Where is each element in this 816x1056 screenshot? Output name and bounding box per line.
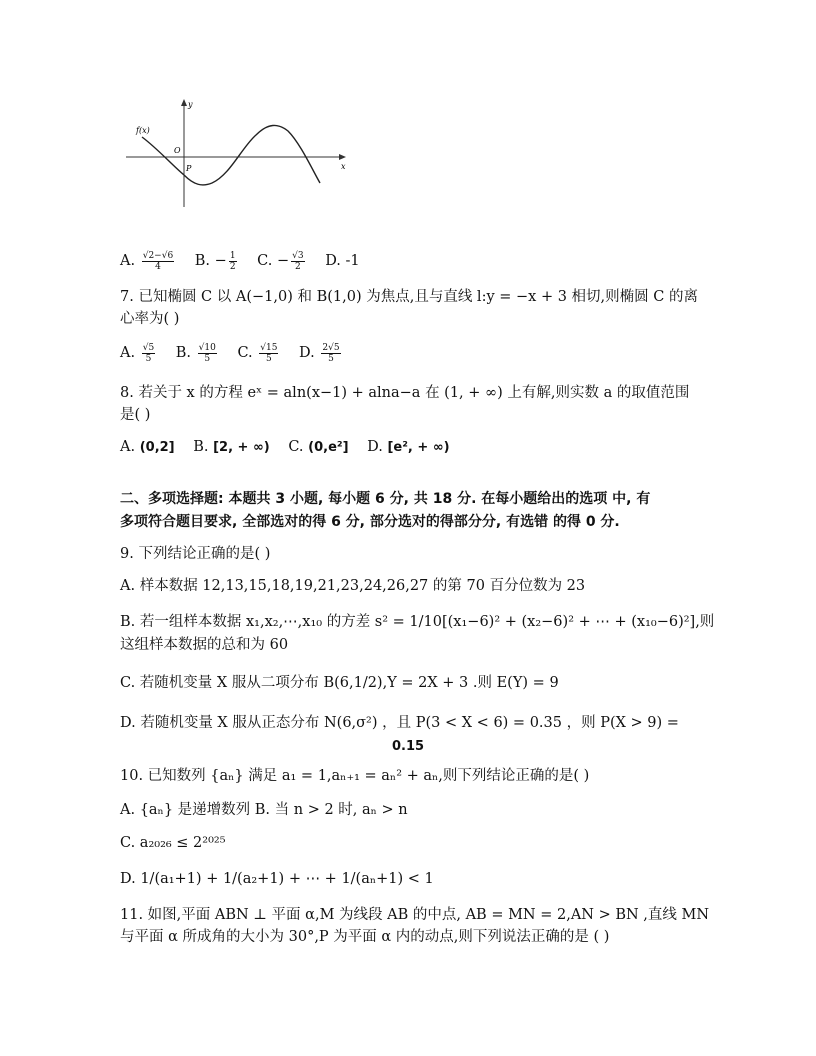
q6-option-d-value: -1 <box>345 253 360 269</box>
q9-option-b-line2: 这组样本数据的总和为 60 <box>120 637 289 653</box>
q9-option-b-line1[interactable]: B. 若一组样本数据 x₁,x₂,⋯,x₁₀ 的方差 s² = 1/10[(x₁−6)² + (x₂−6)² + ⋯ + (x₁₀−6)²],则 <box>120 614 715 630</box>
q6-option-b-frac: $\frac{1}{2}$ <box>229 250 236 272</box>
q8-option-d-letter: D. <box>367 439 383 455</box>
q6-option-d-letter: D. <box>325 253 341 269</box>
q9-option-a[interactable]: A. 样本数据 12,13,15,18,19,21,23,24,26,27 的第 70 百分位数为 23 <box>120 578 586 594</box>
q8-option-c[interactable] <box>288 436 348 459</box>
q8-options <box>120 436 700 459</box>
x-axis-arrow-icon <box>339 154 346 160</box>
q7-option-c-frac: $\frac{√15}{5}$ <box>260 342 278 364</box>
q11-stem-line1: 11. 如图,平面 ABN ⊥ 平面 α,M 为线段 AB 的中点, AB = MN = 2,AN > BN ,直线 MN <box>120 907 710 923</box>
q7-option-c-letter: C. <box>237 345 253 361</box>
q11-stem-line2: 与平面 α 所成角的大小为 30°,P 为平面 α 内的动点,则下列说法正确的是 ( ) <box>120 929 610 945</box>
q7-stem-line2: 心率为( ) <box>120 311 180 327</box>
q6-options <box>120 250 700 272</box>
q8-option-d[interactable] <box>367 436 449 459</box>
function-graph <box>120 95 360 215</box>
q10-options-ab[interactable]: A. {aₙ} 是递增数列 B. 当 n > 2 时, aₙ > n <box>120 802 408 818</box>
q10-option-d[interactable]: D. 1/(a₁+1) + 1/(a₂+1) + ⋯ + 1/(aₙ+1) < 1 <box>120 871 434 887</box>
q7-option-d[interactable] <box>299 342 343 364</box>
q6-option-a[interactable] <box>120 250 176 272</box>
q7-option-a[interactable] <box>120 342 157 364</box>
section2-heading-line2: 多项符合题目要求, 全部选对的得 6 分, 部分选对的得部分分, 有选错 的得 0 分. <box>120 514 620 530</box>
q7-option-b-frac: $\frac{√10}{5}$ <box>198 342 216 364</box>
q10-stem: 10. 已知数列 {aₙ} 满足 a₁ = 1,aₙ₊₁ = aₙ² + aₙ,则下列结论正确的是( ) <box>120 768 590 784</box>
q8-option-c-letter: C. <box>288 439 304 455</box>
q8-option-a[interactable] <box>120 436 175 459</box>
q7-option-d-letter: D. <box>299 345 315 361</box>
q8-option-b[interactable] <box>193 436 270 459</box>
q6-option-a-letter: A. <box>120 253 136 269</box>
q7-option-a-frac: $\frac{√5}{5}$ <box>142 342 155 364</box>
function-curve <box>142 125 320 185</box>
q9-option-d-line1[interactable]: D. 若随机变量 X 服从正态分布 N(6,σ²) ，且 P(3 < X < 6) = 0.35 ，则 P(X > 9) = <box>120 715 679 731</box>
q8-option-b-letter: B. <box>193 439 209 455</box>
q8-stem-line1: 8. 若关于 x 的方程 eˣ = aln(x−1) + alna−a 在 (1, + ∞) 上有解,则实数 a 的取值范围 <box>120 385 690 401</box>
q9-stem: 9. 下列结论正确的是( ) <box>120 546 271 562</box>
q6-option-c-letter: C. <box>257 253 273 269</box>
q7-option-b[interactable] <box>176 342 219 364</box>
q8-option-c-value: (0,e²] <box>308 440 349 455</box>
q6-option-a-frac: $\frac{√2-√6}{4}$ <box>142 250 174 272</box>
origin-label: O <box>174 146 181 155</box>
q8-option-a-letter: A. <box>120 439 136 455</box>
q6-option-c[interactable]: C. − $\frac{√3}{2}$ <box>257 250 304 272</box>
q10-option-c[interactable]: C. a₂₀₂₆ ≤ 2²⁰²⁵ <box>120 835 226 851</box>
q8-option-d-value: [e², + ∞) <box>387 440 450 455</box>
q7-option-a-letter: A. <box>120 345 136 361</box>
q7-stem-line1: 7. 已知椭圆 C 以 A(−1,0) 和 B(1,0) 为焦点,且与直线 l:y = −x + 3 相切,则椭圆 C 的离 <box>120 289 698 305</box>
q8-option-b-value: [2, + ∞) <box>213 440 270 455</box>
q6-option-c-frac: $\frac{√3}{2}$ <box>292 250 304 272</box>
q9-option-c[interactable]: C. 若随机变量 X 服从二项分布 B(6,1/2),Y = 2X + 3 .则 E(Y) = 9 <box>120 675 559 691</box>
q7-option-b-letter: B. <box>175 345 192 361</box>
q9-option-d-line2: 0.15 <box>392 739 425 754</box>
point-p-label: P <box>186 164 192 173</box>
y-axis-label: y <box>188 100 193 109</box>
q8-stem-line2: 是( ) <box>120 407 151 423</box>
q6-option-b-letter: B. <box>194 253 211 269</box>
q7-option-c[interactable] <box>237 342 280 364</box>
q6-option-d[interactable] <box>325 250 359 272</box>
section2-heading-line1: 二、多项选择题: 本题共 3 小题, 每小题 6 分, 共 18 分. 在每小题给出的选项 中, 有 <box>120 491 651 507</box>
function-label: f(x) <box>136 126 150 135</box>
q8-option-a-value: (0,2] <box>139 440 175 455</box>
x-axis-label: x <box>341 162 346 171</box>
y-axis-arrow-icon <box>181 99 187 106</box>
q7-options <box>120 342 700 364</box>
q6-option-b[interactable]: B. − $\frac{1}{2}$ <box>194 250 236 272</box>
q7-option-d-frac: $\frac{2√5}{5}$ <box>322 342 340 364</box>
